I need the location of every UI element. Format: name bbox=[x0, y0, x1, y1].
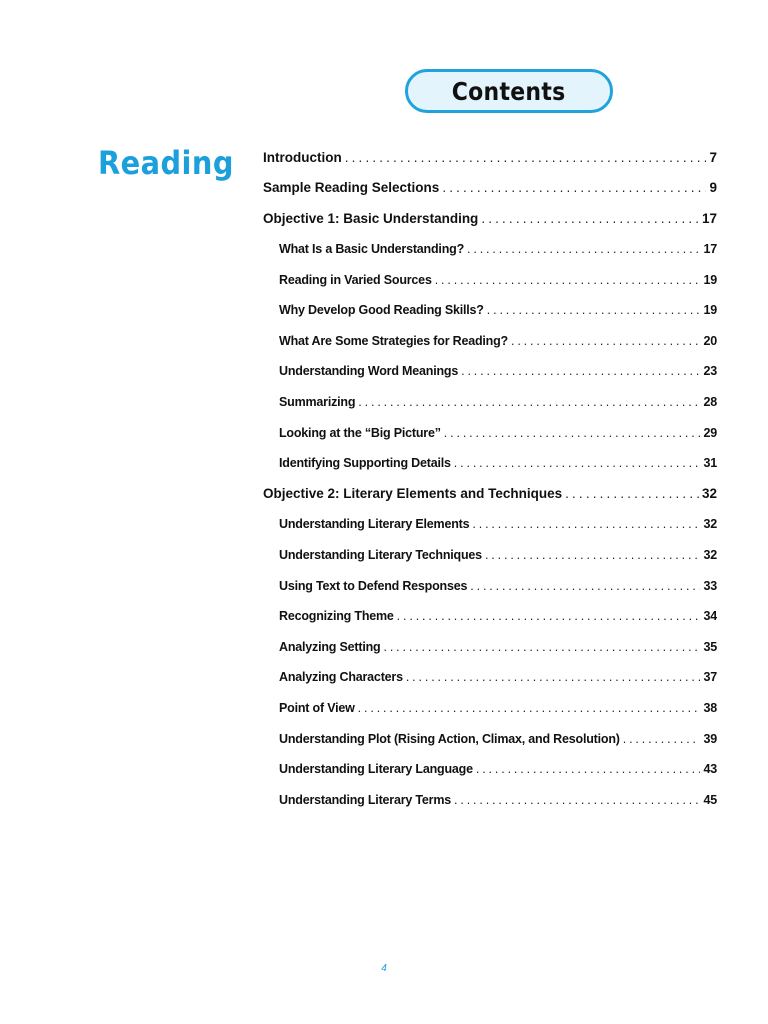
toc-entry-page: 19 bbox=[703, 272, 717, 287]
toc-entry-sub[interactable] bbox=[263, 417, 717, 448]
toc-leader-dots bbox=[454, 793, 700, 807]
toc-leader-dots bbox=[345, 150, 707, 165]
toc-leader-dots bbox=[467, 242, 700, 256]
toc-entry-label: Understanding Literary Elements bbox=[279, 517, 470, 532]
toc-entry-page: 20 bbox=[703, 333, 717, 348]
toc-entry-page: 28 bbox=[703, 395, 717, 410]
toc-entry-sub[interactable] bbox=[263, 264, 717, 295]
toc-entry-sub[interactable] bbox=[263, 356, 717, 387]
toc-leader-dots bbox=[383, 640, 700, 654]
toc-entry-page: 32 bbox=[703, 517, 717, 532]
toc-leader-dots bbox=[481, 211, 699, 226]
toc-entry-label: What Is a Basic Understanding? bbox=[279, 242, 465, 257]
toc-entry-label: Sample Reading Selections bbox=[263, 180, 440, 196]
toc-leader-dots bbox=[397, 609, 701, 623]
toc-leader-dots bbox=[454, 456, 701, 470]
toc-entry-sub[interactable] bbox=[263, 295, 717, 326]
section-title-reading: Reading bbox=[98, 144, 234, 182]
toc-entry-label: Objective 2: Literary Elements and Techniques bbox=[263, 486, 563, 502]
toc-entry-page: 45 bbox=[703, 792, 717, 807]
toc-leader-dots bbox=[470, 579, 700, 593]
toc-entry-label: Understanding Plot (Rising Action, Climax, and Resolution) bbox=[279, 731, 620, 746]
toc-entry-page: 34 bbox=[703, 609, 717, 624]
toc-entry-label: Analyzing Setting bbox=[279, 639, 381, 654]
toc-entry-sub[interactable] bbox=[263, 784, 717, 815]
toc-entry-sub[interactable] bbox=[263, 662, 717, 693]
toc-leader-dots bbox=[623, 732, 701, 746]
toc-leader-dots bbox=[565, 486, 699, 501]
toc-entry-sub[interactable] bbox=[263, 387, 717, 418]
toc-entry-sub[interactable] bbox=[263, 693, 717, 724]
toc-entry-sub[interactable] bbox=[263, 601, 717, 632]
toc-leader-dots bbox=[358, 701, 701, 715]
toc-entry-page: 23 bbox=[703, 364, 717, 379]
toc-entry-page: 31 bbox=[703, 456, 717, 471]
toc-entry-label: Understanding Word Meanings bbox=[279, 364, 459, 379]
toc-entry-label: Introduction bbox=[263, 149, 342, 165]
toc-entry-label: Understanding Literary Language bbox=[279, 762, 473, 777]
contents-header bbox=[405, 69, 613, 113]
toc-leader-dots bbox=[435, 273, 701, 287]
toc-entry-page: 32 bbox=[703, 548, 717, 563]
toc-leader-dots bbox=[485, 548, 701, 562]
page-number: 4 bbox=[381, 963, 387, 974]
toc-entry-page: 38 bbox=[703, 700, 717, 715]
toc-entry-main[interactable] bbox=[263, 142, 717, 173]
toc-entry-page: 17 bbox=[701, 210, 717, 226]
toc-leader-dots bbox=[511, 334, 701, 348]
toc-leader-dots bbox=[476, 762, 701, 776]
toc-entry-label: Summarizing bbox=[279, 395, 356, 410]
toc-entry-page: 32 bbox=[701, 486, 717, 502]
toc-entry-sub[interactable] bbox=[263, 754, 717, 785]
toc-entry-page: 43 bbox=[703, 762, 717, 777]
toc-entry-sub[interactable] bbox=[263, 632, 717, 663]
toc-entry-page: 37 bbox=[703, 670, 717, 685]
toc-entry-page: 39 bbox=[703, 731, 717, 746]
toc-entry-page: 29 bbox=[703, 425, 717, 440]
toc-entry-label: Understanding Literary Terms bbox=[279, 792, 451, 807]
toc-entry-label: Understanding Literary Techniques bbox=[279, 548, 482, 563]
toc-leader-dots bbox=[358, 395, 700, 409]
toc-entry-label: Using Text to Defend Responses bbox=[279, 578, 468, 593]
toc-entry-sub[interactable] bbox=[263, 723, 717, 754]
table-of-contents bbox=[263, 142, 717, 815]
toc-entry-page: 19 bbox=[703, 303, 717, 318]
toc-entry-label: Analyzing Characters bbox=[279, 670, 403, 685]
toc-entry-label: Looking at the “Big Picture” bbox=[279, 425, 441, 440]
toc-leader-dots bbox=[472, 517, 700, 531]
toc-entry-label: Recognizing Theme bbox=[279, 609, 394, 624]
toc-entry-sub[interactable] bbox=[263, 234, 717, 265]
toc-entry-page: 35 bbox=[703, 639, 717, 654]
toc-leader-dots bbox=[461, 364, 700, 378]
toc-entry-sub[interactable] bbox=[263, 326, 717, 357]
toc-entry-sub[interactable] bbox=[263, 570, 717, 601]
contents-title: Contents bbox=[452, 76, 566, 106]
toc-leader-dots bbox=[442, 180, 706, 195]
toc-entry-main[interactable] bbox=[263, 203, 717, 234]
toc-entry-label: Reading in Varied Sources bbox=[279, 272, 432, 287]
toc-entry-main[interactable] bbox=[263, 173, 717, 204]
toc-entry-sub[interactable] bbox=[263, 540, 717, 571]
toc-entry-page: 17 bbox=[703, 242, 717, 257]
toc-entry-sub[interactable] bbox=[263, 448, 717, 479]
toc-entry-label: What Are Some Strategies for Reading? bbox=[279, 333, 508, 348]
toc-leader-dots bbox=[444, 426, 701, 440]
toc-entry-sub[interactable] bbox=[263, 509, 717, 540]
toc-entry-page: 9 bbox=[709, 180, 717, 196]
toc-entry-page: 33 bbox=[703, 578, 717, 593]
toc-entry-label: Objective 1: Basic Understanding bbox=[263, 210, 479, 226]
toc-leader-dots bbox=[406, 670, 701, 684]
toc-entry-label: Point of View bbox=[279, 700, 355, 715]
toc-entry-label: Why Develop Good Reading Skills? bbox=[279, 303, 484, 318]
toc-leader-dots bbox=[487, 303, 701, 317]
toc-entry-label: Identifying Supporting Details bbox=[279, 456, 451, 471]
toc-entry-main[interactable] bbox=[263, 479, 717, 510]
toc-entry-page: 7 bbox=[709, 149, 717, 165]
